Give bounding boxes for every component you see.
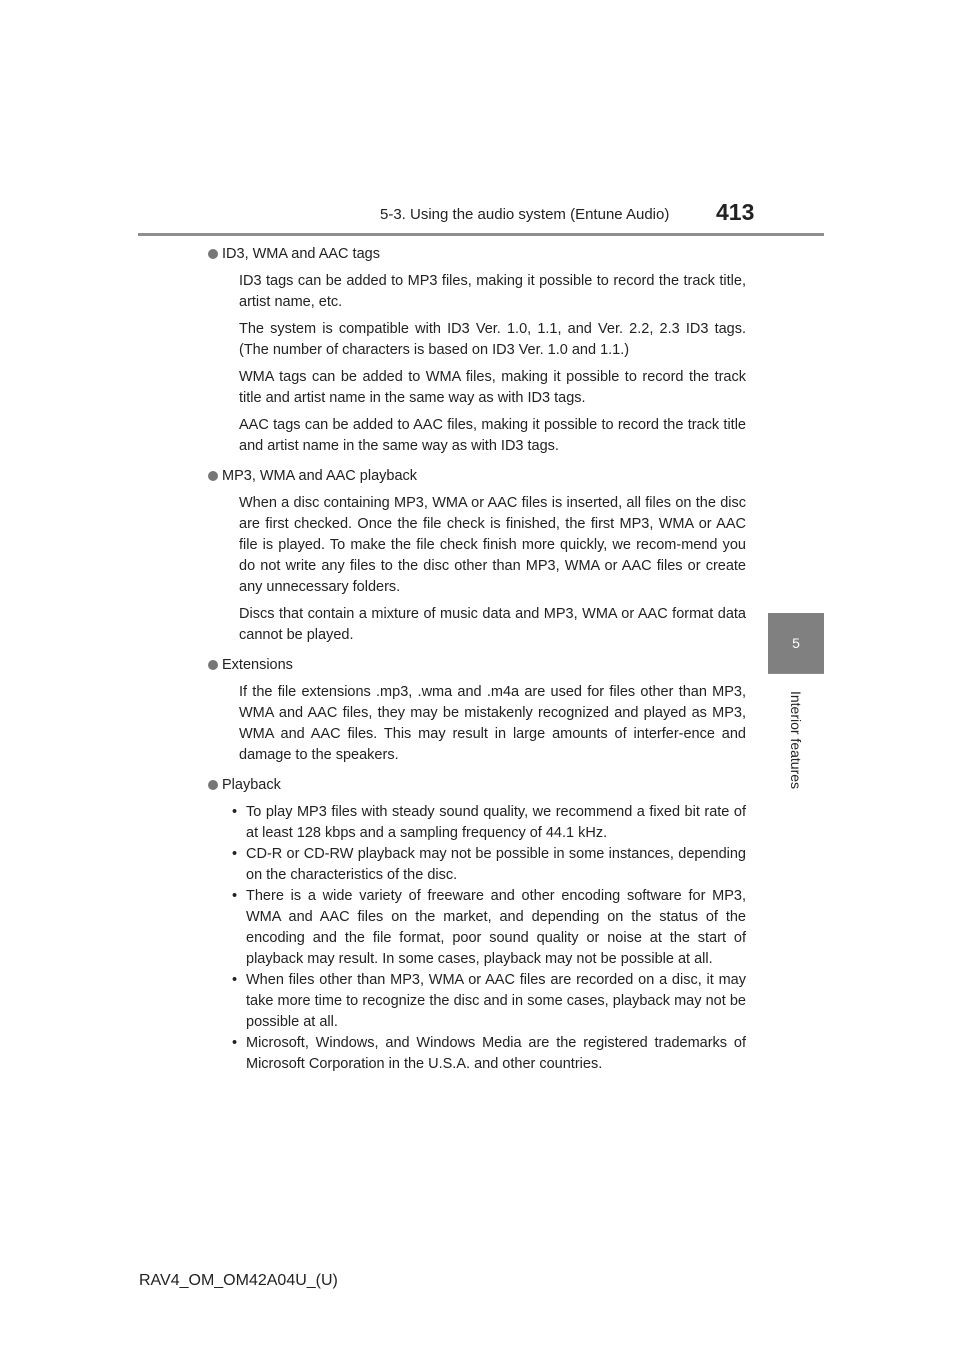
paragraph: WMA tags can be added to WMA files, making it possible to record the track title and artist name in the same way as with ID3 tags. <box>239 369 746 406</box>
list-item: • CD-R or CD-RW playback may not be possible in some instances, depending on the characteristics of the disc. <box>246 844 746 886</box>
section-title-text: MP3, WMA and AAC playback <box>222 468 418 484</box>
paragraph: The system is compatible with ID3 Ver. 1.0, 1.1, and Ver. 2.2, 2.3 ID3 tags. (The number of characters is based on ID3 Ver. 1.0 and 1.1.) <box>239 321 746 358</box>
list-item: • To play MP3 files with steady sound quality, we recommend a fixed bit rate of at least 128 kbps and a sampling frequency of 44.1 kHz. <box>246 802 746 844</box>
chapter-tab-divider <box>768 673 824 674</box>
section-title-text: Extensions <box>222 657 293 673</box>
section-playback-formats <box>222 466 746 646</box>
footer-doc-code: RAV4_OM_OM42A04U_(U) <box>139 1272 338 1289</box>
circle-bullet-icon <box>208 471 218 481</box>
section-id3-tags <box>222 244 746 457</box>
circle-bullet-icon <box>208 780 218 790</box>
chapter-label: Interior features <box>788 690 804 790</box>
list-item: • When files other than MP3, WMA or AAC files are recorded on a disc, it may take more time to recognize the disc and in some cases, playback may not be possible at all. <box>246 970 746 1033</box>
section-title <box>222 244 746 265</box>
page-content <box>222 244 746 1084</box>
header-divider <box>138 233 824 236</box>
list-item: • Microsoft, Windows, and Windows Media are the registered trademarks of Microsoft Corporation in the U.S.A. and other countries. <box>246 1033 746 1075</box>
circle-bullet-icon <box>208 249 218 259</box>
chapter-tab <box>768 613 824 673</box>
paragraph: If the file extensions .mp3, .wma and .m4a are used for files other than MP3, WMA and AAC files, they may be mistakenly recognized and played as MP3, WMA and AAC files. This may result in large amounts of interfer-ence and damage to the speakers. <box>239 684 746 763</box>
header-section-title: 5-3. Using the audio system (Entune Audio) <box>380 206 670 223</box>
section-title <box>222 655 746 676</box>
circle-bullet-icon <box>208 660 218 670</box>
chapter-number: 5 <box>792 635 800 651</box>
playback-list <box>222 802 746 1075</box>
list-item: • There is a wide variety of freeware and other encoding software for MP3, WMA and AAC files on the market, and depending on the status of the encoding and the file format, poor sound quality or noise at the start of playback may result. In some cases, playback may not be possible at all. <box>246 886 746 970</box>
paragraph: Discs that contain a mixture of music data and MP3, WMA or AAC format data cannot be played. <box>239 606 746 643</box>
page-number: 413 <box>716 199 755 225</box>
section-title <box>222 466 746 487</box>
section-title-text: ID3, WMA and AAC tags <box>222 246 380 262</box>
paragraph: AAC tags can be added to AAC files, making it possible to record the track title and artist name in the same way as with ID3 tags. <box>239 417 746 454</box>
section-title <box>222 775 746 796</box>
paragraph: ID3 tags can be added to MP3 files, making it possible to record the track title, artist name, etc. <box>239 273 746 310</box>
paragraph: When a disc containing MP3, WMA or AAC files is inserted, all files on the disc are first checked. Once the file check is finished, the first MP3, WMA or AAC file is played. To make the file check finish more quickly, we recom-mend you do not write any files to the disc other than MP3, WMA or AAC files or create any unnecessary folders. <box>239 495 746 595</box>
section-extensions <box>222 655 746 766</box>
section-playback <box>222 775 746 1075</box>
section-title-text: Playback <box>222 777 281 793</box>
